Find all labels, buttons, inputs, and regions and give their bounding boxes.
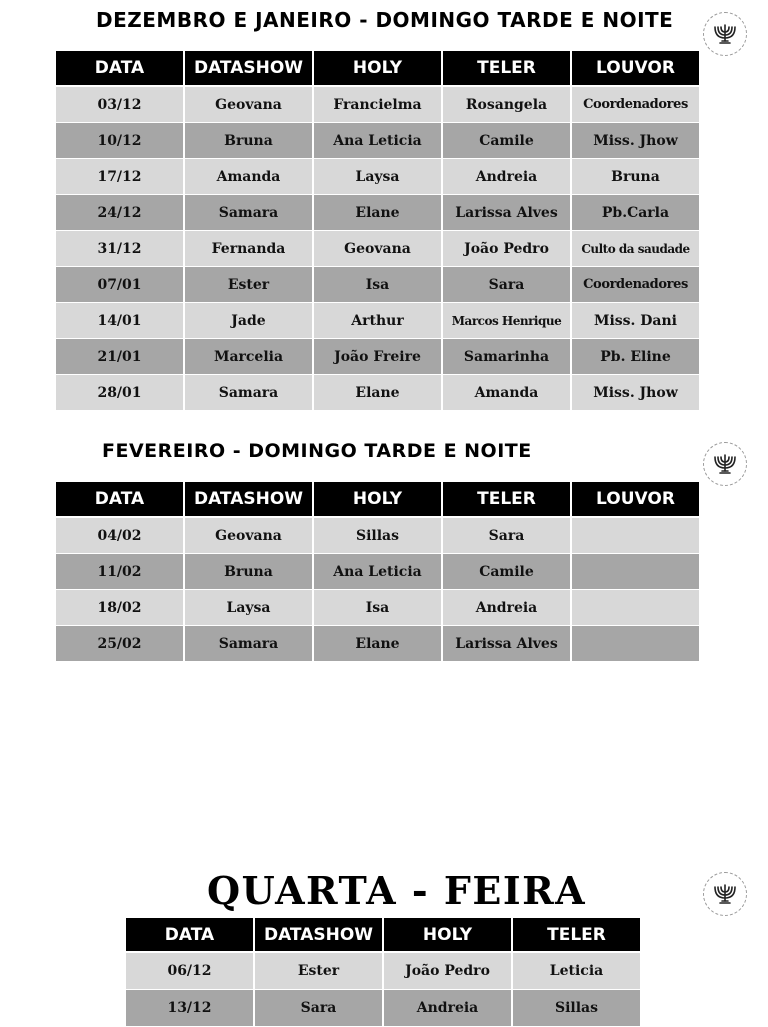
header-data: DATA [56,51,183,87]
schedule-table-quarta-feira [124,918,642,1027]
cell-louvor: Pb.Carla [572,195,699,231]
cell-datashow: Samara [185,626,312,662]
cell-holy: João Pedro [384,953,511,990]
cell-teler: Leticia [513,953,640,990]
cell-teler: Sara [443,518,570,554]
cell-datashow: Bruna [185,554,312,590]
cell-holy: Isa [314,590,441,626]
header-teler: TELER [513,918,640,953]
cell-louvor: Culto da saudade [572,231,699,267]
table-row [56,554,699,590]
cell-louvor: Bruna [572,159,699,195]
section-title-dezembro-janeiro: DEZEMBRO E JANEIRO - DOMINGO TARDE E NOITE [96,8,674,32]
table-row [56,231,699,267]
cell-datashow: Geovana [185,518,312,554]
cell-louvor: Coordenadores [572,87,699,123]
section-title-quarta-feira: QUARTA - FEIRA [207,868,587,913]
cell-datashow: Bruna [185,123,312,159]
cell-data: 04/02 [56,518,183,554]
table-row [56,267,699,303]
church-logo [703,442,747,486]
table-row [56,375,699,411]
cell-teler: Andreia [443,159,570,195]
cell-holy: Ana Leticia [314,123,441,159]
cell-datashow: Ester [185,267,312,303]
table-row [56,590,699,626]
cell-holy: Elane [314,626,441,662]
cell-teler: Rosangela [443,87,570,123]
table-header-row [126,918,640,953]
cell-datashow: Jade [185,303,312,339]
header-datashow: DATASHOW [255,918,382,953]
cell-louvor: Coordenadores [572,267,699,303]
header-data: DATA [126,918,253,953]
cell-datashow: Sara [255,990,382,1027]
table-row [56,195,699,231]
cell-louvor: Miss. Jhow [572,123,699,159]
cell-teler: Camile [443,123,570,159]
cell-holy: Sillas [314,518,441,554]
header-holy: HOLY [384,918,511,953]
cell-teler: Andreia [443,590,570,626]
cell-louvor: Pb. Eline [572,339,699,375]
cell-datashow: Samara [185,375,312,411]
section-title-fevereiro: FEVEREIRO - DOMINGO TARDE E NOITE [102,440,532,462]
cell-data: 31/12 [56,231,183,267]
cell-louvor: Miss. Jhow [572,375,699,411]
cell-datashow: Marcelia [185,339,312,375]
menorah-icon [710,449,740,479]
cell-teler: João Pedro [443,231,570,267]
cell-data: 10/12 [56,123,183,159]
cell-holy: Isa [314,267,441,303]
cell-teler: Camile [443,554,570,590]
cell-holy: Francielma [314,87,441,123]
header-louvor: LOUVOR [572,51,699,87]
cell-teler: Sillas [513,990,640,1027]
church-logo [703,12,747,56]
table-row [56,339,699,375]
cell-data: 07/01 [56,267,183,303]
cell-teler: Larissa Alves [443,626,570,662]
cell-datashow: Amanda [185,159,312,195]
table-row [56,123,699,159]
cell-louvor [572,590,699,626]
cell-holy: Elane [314,195,441,231]
cell-data: 11/02 [56,554,183,590]
table-row [56,159,699,195]
cell-datashow: Fernanda [185,231,312,267]
table-row [56,626,699,662]
header-datashow: DATASHOW [185,51,312,87]
cell-holy: Ana Leticia [314,554,441,590]
schedule-table-fevereiro [54,482,701,662]
cell-datashow: Samara [185,195,312,231]
header-holy: HOLY [314,51,441,87]
cell-louvor [572,626,699,662]
table-header-row [56,482,699,518]
cell-data: 13/12 [126,990,253,1027]
table-row [126,953,640,990]
church-logo [703,872,747,916]
menorah-icon [710,879,740,909]
cell-holy: Laysa [314,159,441,195]
cell-datashow: Laysa [185,590,312,626]
cell-teler: Amanda [443,375,570,411]
table-row [56,518,699,554]
cell-data: 28/01 [56,375,183,411]
header-data: DATA [56,482,183,518]
cell-teler: Marcos Henrique [443,303,570,339]
cell-data: 14/01 [56,303,183,339]
cell-louvor: Miss. Dani [572,303,699,339]
cell-louvor [572,518,699,554]
cell-data: 21/01 [56,339,183,375]
cell-data: 17/12 [56,159,183,195]
cell-holy: Geovana [314,231,441,267]
cell-data: 06/12 [126,953,253,990]
cell-holy: Andreia [384,990,511,1027]
cell-data: 03/12 [56,87,183,123]
cell-teler: Samarinha [443,339,570,375]
header-holy: HOLY [314,482,441,518]
cell-holy: Elane [314,375,441,411]
header-teler: TELER [443,482,570,518]
header-louvor: LOUVOR [572,482,699,518]
cell-louvor [572,554,699,590]
cell-teler: Sara [443,267,570,303]
schedule-table-dezembro-janeiro [54,51,701,411]
cell-datashow: Geovana [185,87,312,123]
table-row [126,990,640,1027]
cell-holy: João Freire [314,339,441,375]
table-row [56,87,699,123]
cell-data: 18/02 [56,590,183,626]
table-header-row [56,51,699,87]
cell-datashow: Ester [255,953,382,990]
menorah-icon [710,19,740,49]
table-row [56,303,699,339]
header-teler: TELER [443,51,570,87]
cell-holy: Arthur [314,303,441,339]
cell-teler: Larissa Alves [443,195,570,231]
cell-data: 24/12 [56,195,183,231]
header-datashow: DATASHOW [185,482,312,518]
cell-data: 25/02 [56,626,183,662]
